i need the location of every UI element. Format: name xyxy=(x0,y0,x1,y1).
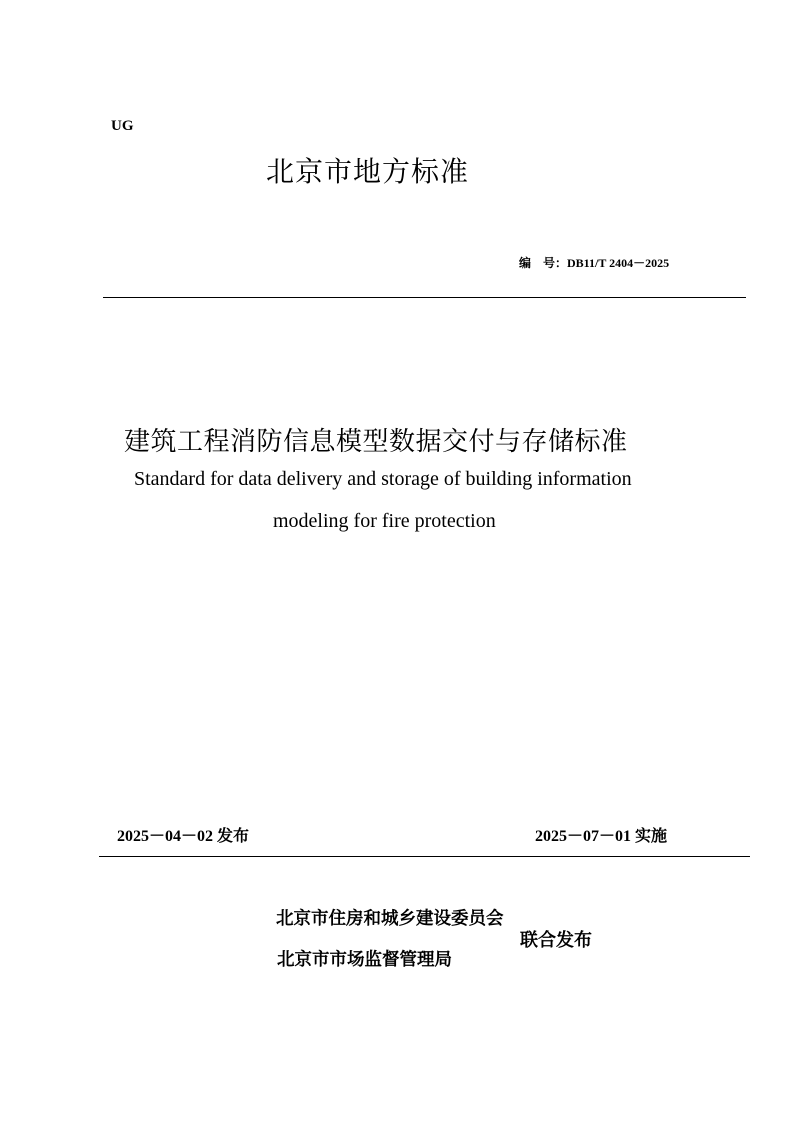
publisher-agency-market: 北京市市场监督管理局 xyxy=(277,950,452,970)
bottom-divider xyxy=(99,856,750,857)
publisher-agency-housing: 北京市住房和城乡建设委员会 xyxy=(276,909,504,929)
standard-number: 编 号：DB11/T 2404－2025 xyxy=(519,256,670,270)
classification-code: UG xyxy=(111,118,134,134)
top-divider xyxy=(103,297,746,298)
document-title-chinese: 建筑工程消防信息模型数据交付与存储标准 xyxy=(124,427,628,457)
implementation-date: 2025－07－01 实施 xyxy=(535,828,668,845)
document-title-english-line2: modeling for fire protection xyxy=(273,510,496,532)
document-title-english-line1: Standard for data delivery and storage of building information xyxy=(134,468,632,490)
issue-date: 2025－04－02 发布 xyxy=(117,828,250,845)
joint-publication-label: 联合发布 xyxy=(520,930,592,951)
standard-type-heading: 北京市地方标准 xyxy=(266,155,470,188)
